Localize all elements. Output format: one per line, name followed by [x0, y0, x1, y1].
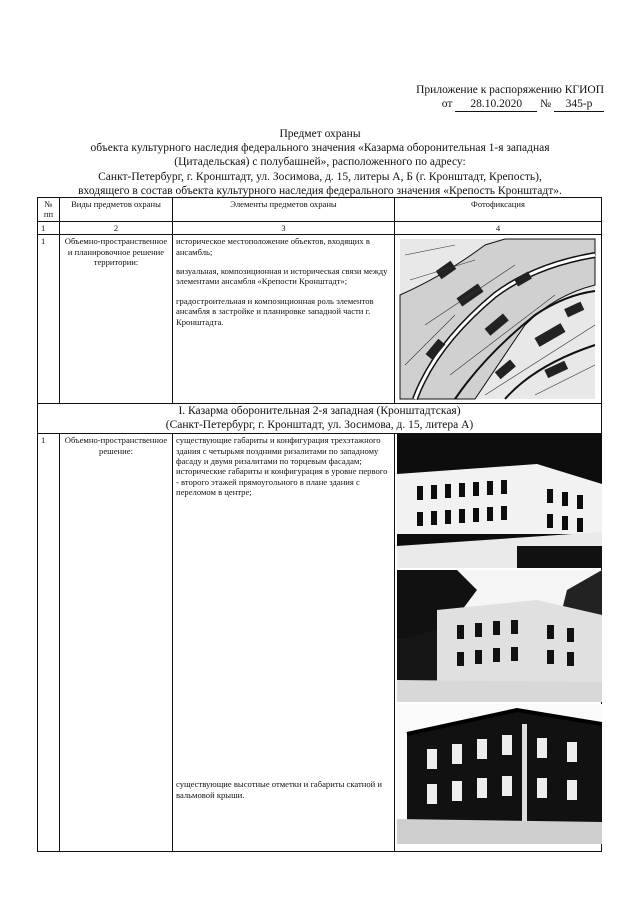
appendix-block — [416, 83, 604, 112]
protection-table — [37, 197, 602, 852]
header-row — [38, 198, 602, 222]
col-number-4: 4 — [395, 221, 602, 234]
section-heading — [38, 404, 602, 434]
row1-element-3: градостроительная и композиционная роль элементов ансамбля в застройке и планировке западной части г. Кронштадта. — [176, 295, 374, 327]
title-line-2: объекта культурного наследия федерального значения «Казарма оборонительная 1-я западная — [90, 142, 550, 155]
header-photo: Фотофиксация — [395, 198, 602, 222]
header-num: № пп — [38, 198, 60, 222]
numbering-row — [38, 221, 602, 234]
row2-element-1: существующие габариты и конфигурация трехэтажного здания с четырьмя поздними ризалитами по западному фасаду и двумя ризалитами по торцевым фасадам; — [176, 435, 381, 467]
row1-element-1: историческое местоположение объектов, входящих в ансамбль; — [176, 236, 370, 257]
order-date: 28.10.2020 — [455, 97, 537, 112]
row2-element-2: исторические габариты и конфигурация в уровне первого - второго этажей прямоугольного в плане здания с переломом в центре; — [176, 466, 388, 498]
building-corner-photo — [397, 570, 602, 702]
col-number-3: 3 — [173, 221, 395, 234]
building-facade-photo — [397, 434, 602, 568]
building-roof-photo — [397, 704, 602, 844]
title-line-4: Санкт-Петербург, г. Кронштадт, ул. Зосимова, д. 15, литеры А, Б (г. Кронштадт, Крепость), — [98, 170, 542, 183]
row1-element-2: визуальная, композиционная и историческая связи между элементами ансамбля «Крепости Кронштадт»; — [176, 266, 388, 287]
section-title-2: (Санкт-Петербург, г. Кронштадт, ул. Зосимова, д. 15, литера А) — [165, 418, 474, 431]
row1-elements — [173, 235, 395, 404]
appendix-date-line — [416, 97, 604, 112]
row2-type: Объемно-пространственное решение: — [60, 434, 173, 852]
from-label: от — [441, 98, 453, 110]
row2-elements — [173, 434, 395, 852]
title-line-3: (Цитадельская) с полубашней», расположенного по адресу: — [174, 156, 466, 169]
number-label: № — [540, 98, 552, 110]
col-number-2: 2 — [60, 221, 173, 234]
row1-type: Объемно-пространственное и планировочное решение территории: — [60, 235, 173, 404]
site-map-image — [395, 235, 600, 403]
row1-photo-cell — [395, 235, 602, 404]
row2-photo-cell — [395, 434, 602, 852]
section-title-1: I. Казарма оборонительная 2-я западная (Кронштадтская) — [178, 405, 461, 418]
header-type: Виды предметов охраны — [60, 198, 173, 222]
title-line-1: Предмет охраны — [279, 128, 361, 140]
row2-num: 1 — [38, 434, 60, 852]
title-line-5: входящего в состав объекта культурного наследия федерального значения «Крепость Кронштадт». — [78, 184, 562, 197]
header-elements: Элементы предметов охраны — [173, 198, 395, 222]
order-number: 345-р — [554, 97, 604, 112]
document-title — [30, 127, 610, 198]
appendix-title: Приложение к распоряжению КГИОП — [416, 84, 604, 96]
col-number-1: 1 — [38, 221, 60, 234]
section-heading-row — [38, 404, 602, 434]
row2-element-3: существующие высотные отметки и габариты скатной и вальмовой крыши. — [176, 779, 382, 800]
table-row — [38, 434, 602, 852]
table-row — [38, 235, 602, 404]
row1-num: 1 — [38, 235, 60, 404]
